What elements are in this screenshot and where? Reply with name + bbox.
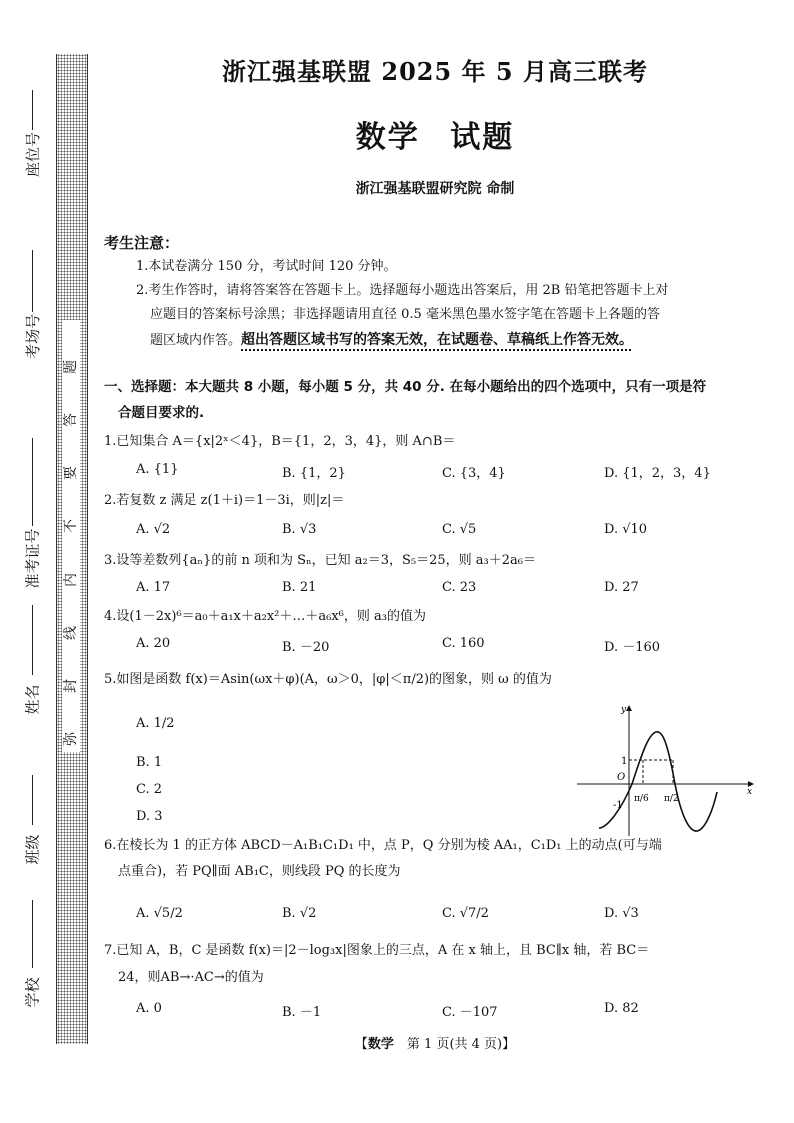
question-3-option-b: B. 21 [282, 580, 317, 595]
question-1-option-c: C. {3，4} [442, 466, 506, 481]
notice-item: 应题目的答案标号涂黑；非选择题请用直径 0.5 毫米黑色墨水签字笔在答题卡上各题的答 [150, 307, 660, 322]
question-1-option-a: A. {1} [136, 462, 179, 477]
seal-char: 内 [63, 572, 79, 587]
field-label: 考场号 [23, 313, 42, 360]
field-label: 学校 [23, 977, 42, 1008]
question-6-stem: 6.在棱长为 1 的正方体 ABCD－A₁B₁C₁D₁ 中，点 P，Q 分别为棱 AA₁，C₁D₁ 上的动点(可与端 [104, 838, 662, 853]
field-label: 姓名 [23, 684, 42, 715]
section-heading: 一、选择题：本大题共 8 小题，每小题 5 分，共 40 分. 在每小题给出的四个选项中，只有一项是符 [104, 379, 707, 395]
question-1-stem: 1.已知集合 A＝{x|2ˣ＜4}，B＝{1，2，3，4}，则 A∩B＝ [104, 434, 456, 449]
seal-char: 弥 [63, 731, 79, 746]
exam-room-field [14, 250, 50, 361]
tick-label-neg1: -1 [613, 800, 623, 811]
question-4-stem: 4.设(1－2x)⁶＝a₀＋a₁x＋a₂x²＋…＋a₆x⁶，则 a₃的值为 [104, 609, 426, 624]
footer-subject: 数学 [367, 1037, 394, 1052]
origin-label: O [617, 772, 626, 783]
seal-char: 题 [63, 360, 79, 374]
publisher: 浙江强基联盟研究院 命制 [355, 181, 515, 197]
question-3-option-c: C. 23 [442, 580, 477, 595]
question-6-stem-cont: 点重合)，若 PQ∥面 AB₁C，则线段 PQ 的长度为 [118, 864, 401, 879]
question-1-option-b: B. {1，2} [282, 466, 346, 481]
seal-line-notice [62, 320, 80, 752]
notice-emphasis: 超出答题区域书写的答案无效，在试题卷、草稿纸上作答无效。 [241, 332, 634, 348]
question-6-option-a: A. √5/2 [136, 906, 183, 921]
question-4-option-c: C. 160 [442, 636, 485, 651]
question-2-option-d: D. √10 [604, 522, 648, 537]
notice-line [150, 328, 633, 353]
seal-char: 封 [63, 678, 79, 693]
question-5-option-d: D. 3 [136, 809, 163, 824]
question-2-option-a: A. √2 [136, 522, 171, 537]
field-label: 座位号 [23, 131, 42, 178]
tick-label-pi-6: π/6 [634, 794, 649, 804]
question-6-option-b: B. √2 [282, 906, 317, 921]
question-3-option-a: A. 17 [136, 580, 171, 595]
x-axis-label: x [747, 787, 753, 797]
question-7-option-c: C. －107 [442, 1005, 498, 1020]
question-4-option-b: B. －20 [282, 640, 330, 655]
notice-item: 2.考生作答时，请将答案答在答题卡上。选择题每小题选出答案后，用 2B 铅笔把答题卡上对 [136, 283, 669, 298]
question-5-option-c: C. 2 [136, 782, 163, 797]
question-1-option-d: D. {1，2，3，4} [604, 466, 711, 481]
section-heading-cont: 合题目要求的. [118, 405, 205, 421]
tick-label-pi-2: π/2 [664, 794, 679, 804]
question-2-stem: 2.若复数 z 满足 z(1＋i)＝1－3i，则|z|＝ [104, 493, 345, 508]
class-field [14, 775, 50, 874]
question-7-option-a: A. 0 [136, 1001, 162, 1016]
question-6-option-c: C. √7/2 [442, 906, 489, 921]
seal-char: 要 [63, 466, 79, 481]
seal-char: 答 [63, 413, 79, 428]
question-5-stem: 5.如图是函数 f(x)＝Asin(ωx＋φ)(A，ω＞0，|φ|＜π/2)的图象，则 ω 的值为 [104, 672, 552, 687]
page-number: 第 1 页(共 4 页) [406, 1037, 503, 1052]
sine-function-graph [577, 700, 757, 840]
subject-title: 数学 试题 [355, 120, 515, 155]
tick-label-1: 1 [621, 756, 628, 767]
notice-title: 考生注意： [104, 234, 180, 252]
seal-char: 不 [63, 519, 79, 534]
question-7-stem-cont: 24，则AB→·AC→的值为 [118, 970, 264, 985]
question-5-option-b: B. 1 [136, 755, 163, 770]
seat-number-field [14, 90, 50, 179]
page-footer: 【数学 第 1 页(共 4 页)】 [354, 1037, 516, 1052]
question-3-option-d: D. 27 [604, 580, 639, 595]
question-7-stem: 7.已知 A，B，C 是函数 f(x)＝|2－log₃x|图象上的三点，A 在 x 轴上，且 BC∥x 轴，若 BC＝ [104, 943, 650, 958]
question-6-option-d: D. √3 [604, 906, 639, 921]
question-7-option-d: D. 82 [604, 1001, 639, 1016]
field-label: 班级 [23, 834, 42, 865]
question-7-option-b: B. －1 [282, 1005, 322, 1020]
notice-item: 题区域内作答。 [150, 333, 242, 348]
exam-title: 浙江强基联盟 2025 年 5 月高三联考 [222, 57, 648, 86]
seal-char: 线 [63, 625, 79, 640]
notice-item: 1.本试卷满分 150 分，考试时间 120 分钟。 [136, 259, 397, 274]
question-3-stem: 3.设等差数列{aₙ}的前 n 项和为 Sₙ，已知 a₂＝3，S₅＝25，则 a₃＋2a₆＝ [104, 553, 536, 568]
name-field [14, 605, 50, 724]
question-4-option-d: D. －160 [604, 640, 661, 655]
question-4-option-a: A. 20 [136, 636, 171, 651]
field-label: 准考证号 [23, 528, 42, 589]
question-2-option-c: C. √5 [442, 522, 477, 537]
question-2-option-b: B. √3 [282, 522, 317, 537]
y-axis-label: y [621, 705, 627, 715]
admission-number-field [14, 438, 50, 591]
school-field [14, 900, 50, 1017]
question-5-option-a: A. 1/2 [136, 716, 175, 731]
